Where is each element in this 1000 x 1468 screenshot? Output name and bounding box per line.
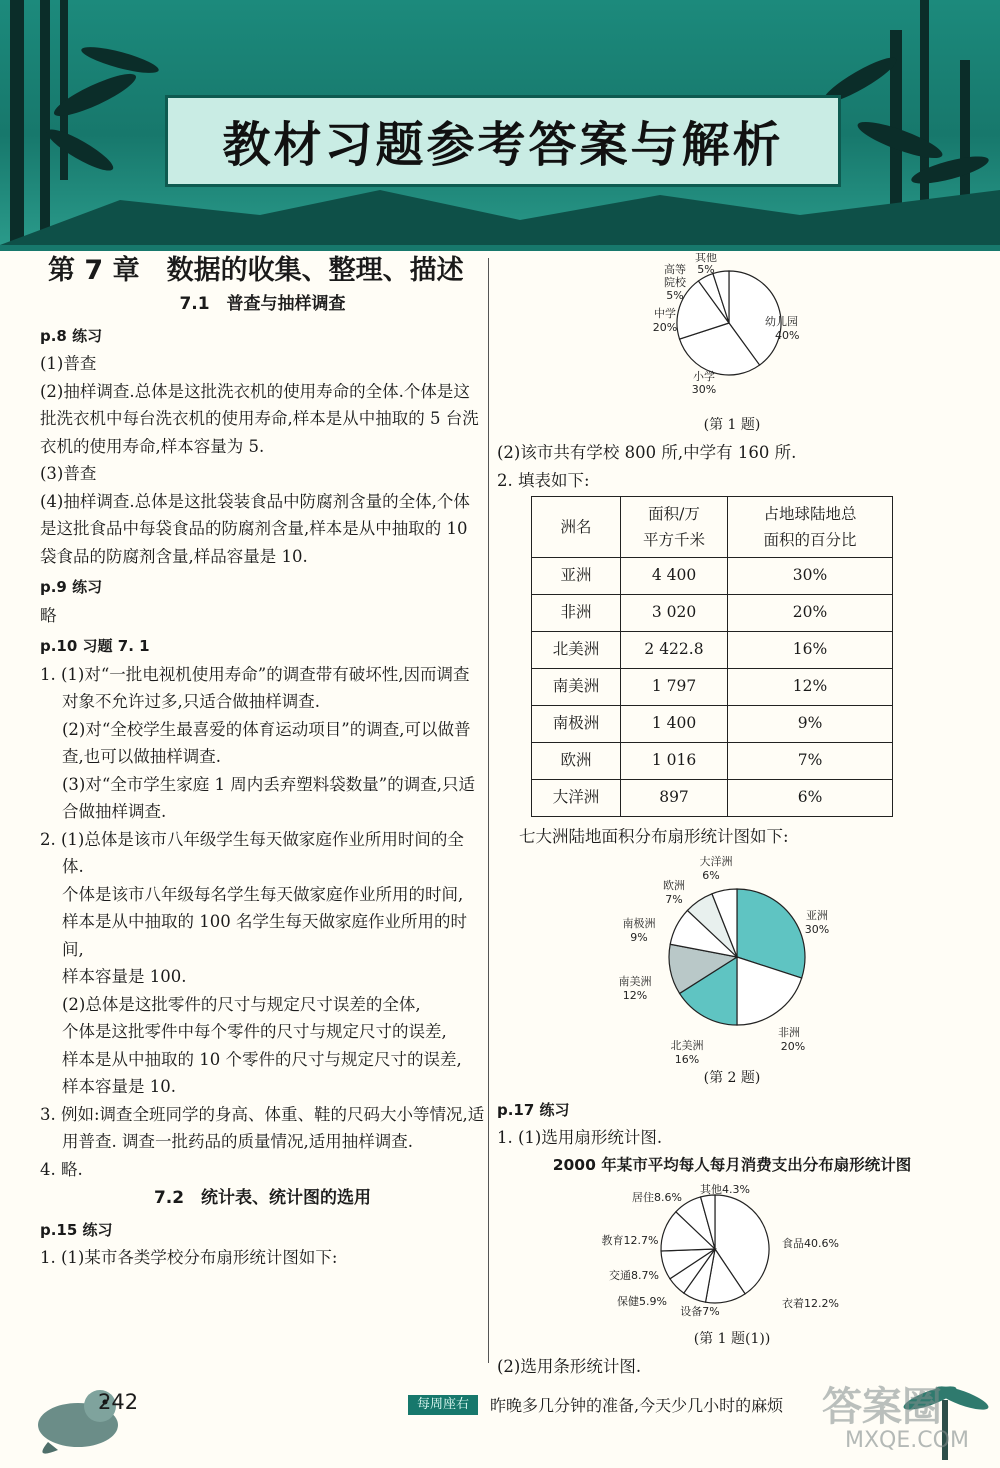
table-row: 南美洲 1 797 12%: [532, 669, 893, 706]
slice-label: 16%: [674, 1052, 700, 1063]
p10-heading: p.10 习题 7. 1: [40, 637, 150, 655]
table-row: 北美洲 2 422.8 16%: [532, 632, 893, 669]
slice-label: 高等: [664, 263, 686, 276]
p8-line: (4)抽样调查.总体是这批袋装食品中防腐剂含量的全体,个体是这批食品中每袋食品的防腐剂含量,样本是从中抽取的 10 袋食品的防腐剂含量,样品容量是 10.: [40, 491, 470, 566]
slice-label: 5%: [697, 263, 715, 276]
p17-heading: p.17 练习: [497, 1100, 570, 1119]
chapter-title: 第 7 章 数据的收集、整理、描述: [48, 255, 464, 286]
p15-q2: 2. 填表如下:: [497, 470, 590, 490]
chart1-caption: (第 1 题): [703, 416, 761, 433]
seal-mascot-icon: [28, 1370, 128, 1468]
slice-label: 40%: [775, 329, 800, 342]
p10-q1-a: 1. (1)对“一批电视机使用寿命”的调查带有破坏性,因而调查对象不允许过多,只适合做抽样调查.: [40, 664, 470, 711]
p10-q2-line: 个体是这批零件中每个零件的尺寸与规定尺寸的误差,: [62, 1022, 447, 1041]
motto-tag: 每周座右: [408, 1395, 478, 1415]
slice-label: 30%: [804, 922, 830, 936]
slice-label: 北美洲: [670, 1038, 704, 1052]
continent-table: [531, 496, 893, 817]
slice-label: 20%: [652, 321, 678, 334]
slice-label: 南极洲: [622, 916, 656, 930]
slice-label: 9%: [630, 930, 648, 944]
banner-title: 教材习题参考答案与解析: [222, 117, 784, 173]
slice-label: 交通8.7%: [609, 1269, 659, 1282]
watermark-url: MXQE.COM: [845, 1428, 969, 1453]
slice-label: 6%: [702, 868, 720, 882]
slice-label: 食品40.6%: [782, 1237, 839, 1250]
section-7-1-title: 7.1 普查与抽样调查: [179, 294, 346, 314]
banner-rule: [0, 245, 1000, 251]
p8-line: (3)普查: [40, 464, 97, 483]
slice-label: 12%: [622, 988, 648, 1002]
chart3-title: 2000 年某市平均每人每月消费支出分布扇形统计图: [552, 1155, 912, 1174]
column-divider: [488, 258, 489, 1363]
slice-label: 中学: [654, 307, 676, 320]
p10-q2-line: 样本容量是 100.: [62, 967, 187, 986]
p17-q1b: (2)选用条形统计图.: [497, 1357, 642, 1376]
table-header-name: 洲名: [532, 497, 621, 558]
watermark-logo: 答案圈: [822, 1384, 942, 1430]
slice-label: 大洋洲: [699, 854, 733, 868]
chart3-caption: (第 1 题(1)): [693, 1330, 771, 1347]
p8-line: (1)普查: [40, 354, 97, 373]
slice-label: 衣着12.2%: [782, 1297, 839, 1310]
expense-pie-chart: [497, 1179, 967, 1317]
slice-label: 居住8.6%: [632, 1191, 682, 1204]
p15-heading: p.15 练习: [40, 1220, 113, 1239]
p8-heading: p.8 练习: [40, 326, 103, 345]
slice-label: 院校: [664, 276, 686, 289]
table-header-row: [532, 497, 893, 558]
school-pie-chart: [497, 253, 967, 403]
slice-label: 5%: [666, 289, 684, 302]
page-footer: [0, 1370, 1000, 1468]
slice-label: 保健5.9%: [617, 1295, 667, 1308]
slice-label: 7%: [665, 892, 683, 906]
section-7-2-title: 7.2 统计表、统计图的选用: [153, 1188, 372, 1208]
slice-label: 小学: [693, 370, 715, 383]
slice-label: 30%: [691, 383, 717, 396]
header-banner: [0, 0, 1000, 245]
slice-label: 20%: [780, 1039, 806, 1053]
p17-q1: 1. (1)选用扇形统计图.: [497, 1128, 663, 1147]
slice-label: 教育12.7%: [601, 1234, 659, 1247]
p8-line: (2)抽样调查.总体是这批洗衣机的使用寿命的全体.个体是这批洗衣机中每台洗衣机的使用寿命,样本是从中抽取的 5 台洗衣机的使用寿命,样本容量为 5.: [40, 381, 479, 456]
p10-q1-b: (2)对“全校学生最喜爱的体育运动项目”的调查,可以做普查,也可以做抽样调查.: [62, 719, 471, 766]
p10-q2-line: 样本容量是 10.: [62, 1077, 176, 1096]
continent-pie-chart: [497, 851, 967, 1063]
right-column: [497, 253, 967, 1381]
p10-q2-line: 个体是该市八年级每名学生每天做家庭作业所用的时间,: [62, 884, 464, 904]
p10-q2-line: (2)总体是这批零件的尺寸与规定尺寸误差的全体,: [62, 994, 421, 1014]
left-column: [40, 253, 485, 1272]
table-row: 大洋洲 897 6%: [532, 780, 893, 817]
banner-title-box: [165, 95, 841, 187]
chart2-caption: (第 2 题): [703, 1070, 761, 1086]
slice-label: 南美洲: [618, 974, 652, 988]
chart2-intro: 七大洲陆地面积分布扇形统计图如下:: [519, 827, 789, 846]
p15-q1: 1. (1)某市各类学校分布扇形统计图如下:: [40, 1248, 338, 1267]
p10-q4: 4. 略.: [40, 1159, 83, 1179]
slice-label: 非洲: [778, 1025, 800, 1039]
slice-label: 其他: [695, 253, 717, 264]
table-row: 亚洲 4 400 30%: [532, 558, 893, 595]
p10-q3: 3. 例如:调查全班同学的身高、体重、鞋的尺码大小等情况,适用普查. 调查一批药品的质量情况,适用抽样调查.: [40, 1104, 485, 1151]
table-row: 非洲 3 020 20%: [532, 595, 893, 632]
p10-q1-c: (3)对“全市学生家庭 1 周内丢弃塑料袋数量”的调查,只适合做抽样调查.: [62, 774, 475, 821]
p15-q1b: (2)该市共有学校 800 所,中学有 160 所.: [497, 443, 797, 462]
motto-text: 昨晚多几分钟的准备,今天少几小时的麻烦: [490, 1396, 784, 1415]
table-header-area: 面积/万 平方千米: [621, 497, 728, 558]
slice-label: 亚洲: [806, 908, 828, 922]
slice-label: 幼儿园: [765, 315, 798, 328]
slice-label: 欧洲: [663, 878, 685, 892]
p9-text: 略: [40, 605, 57, 625]
p10-q2-line: 样本是从中抽取的 10 个零件的尺寸与规定尺寸的误差,: [62, 1049, 462, 1069]
page-number: 242: [98, 1390, 139, 1414]
slice-label: 其他4.3%: [700, 1183, 750, 1196]
table-row: 欧洲 1 016 7%: [532, 743, 893, 780]
p10-q2-line: 2. (1)总体是该市八年级学生每天做家庭作业所用时间的全体.: [40, 829, 464, 876]
slice-label: 设备7%: [680, 1305, 720, 1317]
table-row: 南极洲 1 400 9%: [532, 706, 893, 743]
table-header-percent: 占地球陆地总 面积的百分比: [728, 497, 893, 558]
p9-heading: p.9 练习: [40, 578, 103, 596]
p10-q2-line: 样本是从中抽取的 100 名学生每天做家庭作业所用的时间,: [62, 912, 467, 959]
